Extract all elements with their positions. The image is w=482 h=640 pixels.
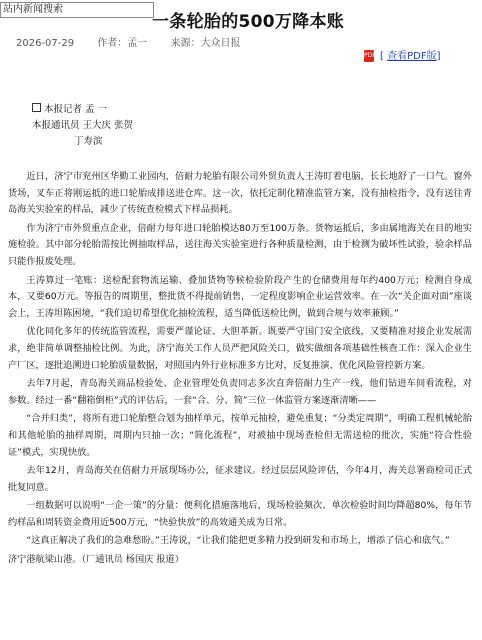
paragraph: 去年7月起，青岛海关商品检验处、企业管理处负责同志多次直奔倍耐力生产一线，他们钻进车间看流程，对参数。经过一番“翻箱倒柜”式的评估后，一套“合、分、简”三位一体监管方案逐渐清晰—— bbox=[8, 378, 472, 406]
paragraph: 近日，济宁市兖州区华勤工业园内，倍耐力轮胎有限公司外贸负责人王涛盯着电脑，长长地舒了一口气。窗外货场，叉车正将刚运抵的进口轮胎成排送进仓库。这一次，依托定制化精准监管方案，没有抽检指令，没有送往青岛海关实验室的样品，减少了传统查检模式下样品损耗。 bbox=[8, 171, 472, 216]
byline-line: 本报记者 孟 一 bbox=[32, 102, 133, 118]
byline-line: 丁寿滨 bbox=[74, 136, 103, 147]
view-pdf-link[interactable]: 查看PDF版 bbox=[387, 51, 437, 62]
paragraph: 一组数据可以说明“一企一策”的分量：便利化措施落地后，现场检验频次、单次检验时间均降超80%，每年节约样品和周转资金费用近500万元，“快验快放”的高效通关成为日常。 bbox=[8, 500, 472, 528]
author-name: 孟一 bbox=[127, 38, 148, 49]
source-label: 来源： bbox=[170, 38, 201, 49]
photo-caption: 济宁港航梁山港。（厂通讯员 杨国庆 报道） bbox=[8, 554, 184, 566]
paragraph: 去年12月，青岛海关在倍耐力开展现场办公，征求建议。经过层层风险评估，今年4月，海关总署商检司正式批复同意。 bbox=[8, 465, 472, 493]
pdf-icon[interactable]: PDF bbox=[364, 50, 374, 62]
paragraph: “这真正解决了我们的急难愁盼。”王涛说，“让我们能把更多精力投到研发和市场上，增添了信心和底气。” bbox=[26, 535, 450, 547]
checkbox-icon bbox=[32, 103, 41, 112]
paragraph: 作为济宁市外贸重点企业，倍耐力每年进口轮胎模达80万至100万条。货物运抵后，多由属地海关在目的地实施检验。其中部分轮胎需按比例抽取样品，送往海关实验室进行各种质量检测，由于检测为破坏性试验，验余样品只能作报废处理。 bbox=[8, 222, 472, 267]
pdf-link-row: PDF [ 查看PDF版] bbox=[364, 51, 441, 62]
article-title: 一条轮胎的500万降本账 bbox=[152, 12, 345, 32]
paragraph: 优化同化多年的传统监管流程，需要严谨论证、大胆革新。既要严守国门安全底线，又要精准对接企业发展需求，绝非简单调整抽检比例。为此，济宁海关工作人员严把风险关口，做实做细各项基础性核查工作：深入企业生产厂区，逐批追溯进口轮胎质量数据，对照国内外行业标准多方比对，反复推演、优化风险管控新方案。 bbox=[8, 326, 472, 371]
article-meta bbox=[16, 34, 261, 49]
author-field bbox=[97, 38, 147, 49]
site-search-input[interactable]: 站内新闻搜索 bbox=[0, 2, 154, 18]
author-label: 作者： bbox=[97, 38, 128, 49]
paragraph: 王涛算过一笔账：送检配套物流运输、叠加货物等候检验阶段产生的仓储费用每年约400万元；检测自身成本，又要60万元。等报告的周期里，整批货不得提前销售，一定程度影响企业运营效率。在一次“关企面对面”座谈会上，王涛坦陈困境，“我们迫切希望优化抽检流程，适当降低送检比例，做到合规与效率兼顾。” bbox=[8, 274, 472, 319]
source-field bbox=[171, 38, 241, 49]
article-date: 2026-07-29 bbox=[16, 38, 75, 49]
article-body bbox=[8, 169, 472, 571]
byline-line: 本报通讯员 王大庆 张贺 bbox=[32, 120, 134, 131]
source-name: 大众日报 bbox=[200, 38, 241, 49]
paragraph: “合并归类”，将所有进口轮胎整合划为抽样单元，按单元抽检，避免重复；“分类定周期”，明确工程机械轮胎和其他轮胎的抽样周期，周期内只抽一次；“简化流程”，对被抽中现场查检但无需送检的批次，实施“符合性验证”模式，实现快放。 bbox=[8, 413, 472, 458]
byline bbox=[32, 102, 133, 150]
